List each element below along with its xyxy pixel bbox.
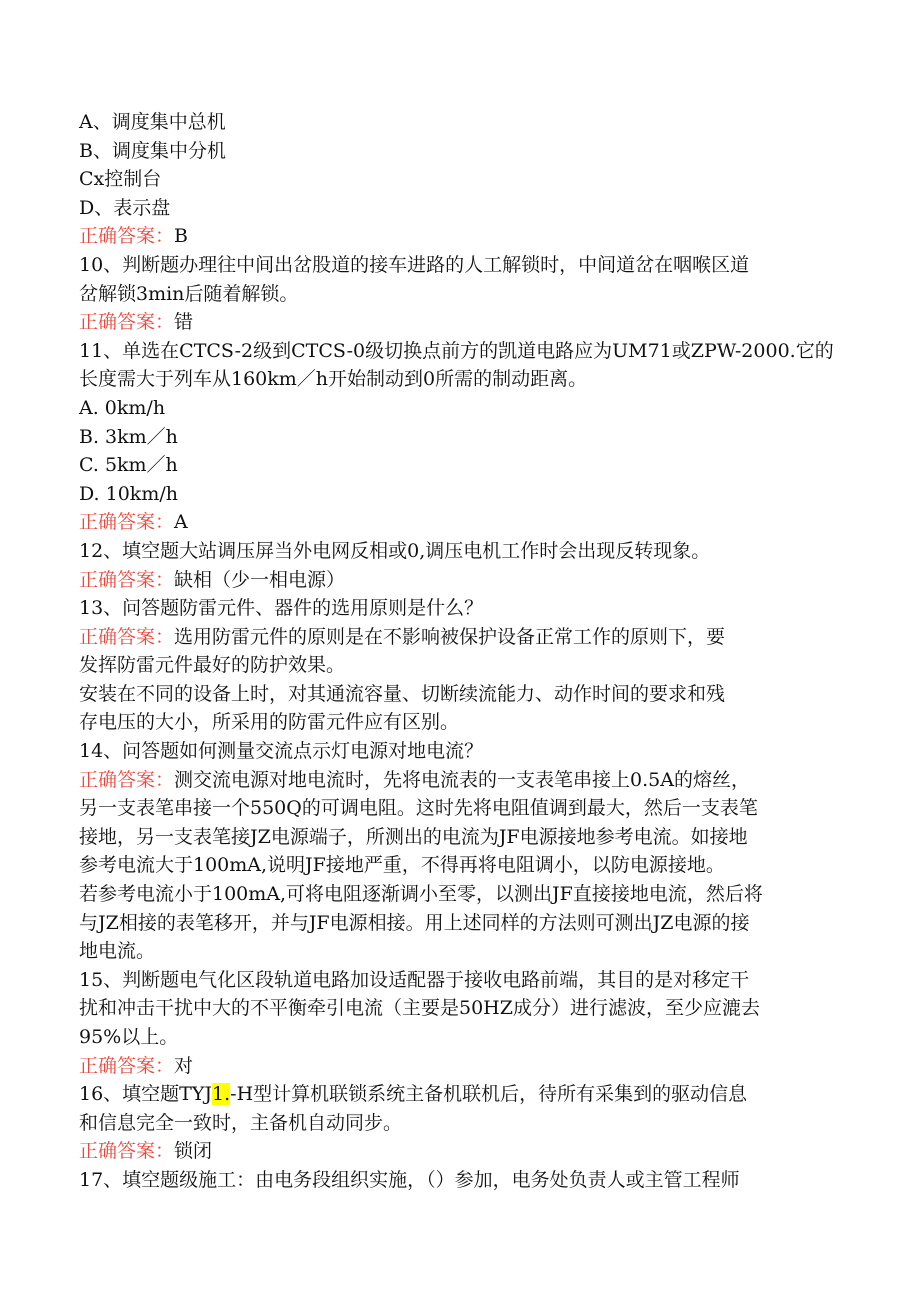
q16-text-post: -H型计算机联锁系统主备机联机后，待所有采集到的驱动信息 (230, 1083, 748, 1106)
q15-answer (79, 1052, 839, 1081)
answer-value: 对 (174, 1054, 194, 1077)
q16-text-line: 和信息完全一致时，主备机自动同步。 (79, 1111, 403, 1134)
q11-option-c: C. 5km／h (79, 454, 178, 477)
q12-text-line: 12、填空题大站调压屏当外电网反相或0,调压电机工作时会出现反转现象。 (79, 539, 711, 562)
q17-text-line: 17、填空题级施工：由电务段组织实施，（）参加，电务处负责人或主管工程师 (79, 1168, 740, 1191)
q11-text-line: 长度需大于列车从160km／h开始制动到0所需的制动距离。 (79, 368, 588, 391)
q14-answer-line: 参考电流大于100mA,说明JF接地严重，不得再将电阻调小，以防电源接地。 (79, 854, 725, 877)
q11-text-line: 11、单选在CTCS-2级到CTCS-0级切换点前方的凯道电路应为UM71或ZPW-2000.它的 (79, 339, 834, 362)
q9-option-a: A、调度集中总机 (79, 111, 226, 133)
answer-value: 测交流电源对地电流时，先将电流表的一支表笔串接上0.5A的熔丝， (174, 768, 750, 791)
answer-label: 正确答案： (79, 1054, 175, 1077)
q10-text-line: 10、判断题办理往中间出岔股道的接车进路的人工解锁时，中间道岔在咽喉区道 (79, 253, 750, 276)
highlight-mark: 1. (212, 1083, 231, 1106)
q16-answer (79, 1137, 839, 1166)
q15-text-line: 95%以上。 (79, 1026, 179, 1048)
q14-answer-line: 地电流。 (79, 940, 156, 963)
q14-answer-line: 与JZ相接的表笔移开，并与JF电源相接。用上述同样的方法则可测出JZ电源的接 (79, 911, 750, 934)
q15-text-line: 15、判断题电气化区段轨道电路加设适配器于接收电路前端，其目的是对移定干 (79, 968, 750, 991)
document-page (79, 108, 839, 1195)
q13-answer-line: 发挥防雷元件最好的防护效果。 (79, 654, 346, 677)
answer-label: 正确答案： (79, 768, 175, 791)
q13-answer-line: 存电压的大小，所采用的防雷元件应有区别。 (79, 711, 460, 734)
answer-value: A (174, 511, 188, 534)
q13-answer-line: 安装在不同的设备上时，对其通流容量、切断续流能力、动作时间的要求和残 (79, 682, 726, 705)
q10-answer (79, 308, 839, 337)
q13-text-line: 13、问答题防雷元件、器件的选用原则是什么？ (79, 597, 484, 620)
q14-answer-line: 接地，另一支表笔接JZ电源端子，所测出的电流为JF电源接地参考电流。如接地 (79, 825, 748, 848)
q12-answer (79, 566, 839, 595)
q9-option-d: D、表示盘 (79, 196, 171, 219)
q10-text-line: 岔解锁3min后随着解锁。 (79, 282, 299, 305)
answer-value: 锁闭 (174, 1140, 213, 1163)
q11-option-b: B. 3km／h (79, 425, 178, 448)
q11-option-d: D. 10km/h (79, 482, 178, 505)
q14-answer (79, 766, 839, 795)
answer-label: 正确答案： (79, 511, 175, 534)
answer-value: 选用防雷元件的原则是在不影响被保护设备正常工作的原则下，要 (174, 625, 726, 648)
answer-label: 正确答案： (79, 311, 175, 334)
q11-option-a: A. 0km/h (79, 396, 166, 419)
answer-label: 正确答案： (79, 568, 175, 591)
q9-option-b: B、调度集中分机 (79, 139, 226, 162)
answer-label: 正确答案： (79, 625, 175, 648)
answer-value: 缺相（少一相电源） (174, 568, 346, 591)
q15-text-line: 扰和冲击干扰中大的不平衡牵引电流（主要是50HZ成分）进行滤波，至少应漉去 (79, 997, 760, 1020)
q11-answer (79, 508, 839, 537)
q9-option-c: Cx控制台 (79, 168, 162, 191)
q14-text-line: 14、问答题如何测量交流点示灯电源对地电流？ (79, 740, 484, 763)
q14-answer-line: 若参考电流小于100mA,可将电阻逐渐调小至零，以测出JF直接接地电流，然后将 (79, 883, 763, 906)
q16-text-pre: 16、填空题TYJ (79, 1083, 213, 1106)
answer-value: 错 (174, 311, 194, 334)
answer-value: B (174, 225, 188, 248)
answer-label: 正确答案： (79, 225, 175, 248)
q9-answer (79, 222, 839, 251)
q16-text-line (79, 1080, 839, 1109)
q14-answer-line: 另一支表笔串接一个550Q的可调电阻。这时先将电阻值调到最大，然后一支表笔 (79, 797, 758, 820)
answer-label: 正确答案： (79, 1140, 175, 1163)
q13-answer (79, 623, 839, 652)
